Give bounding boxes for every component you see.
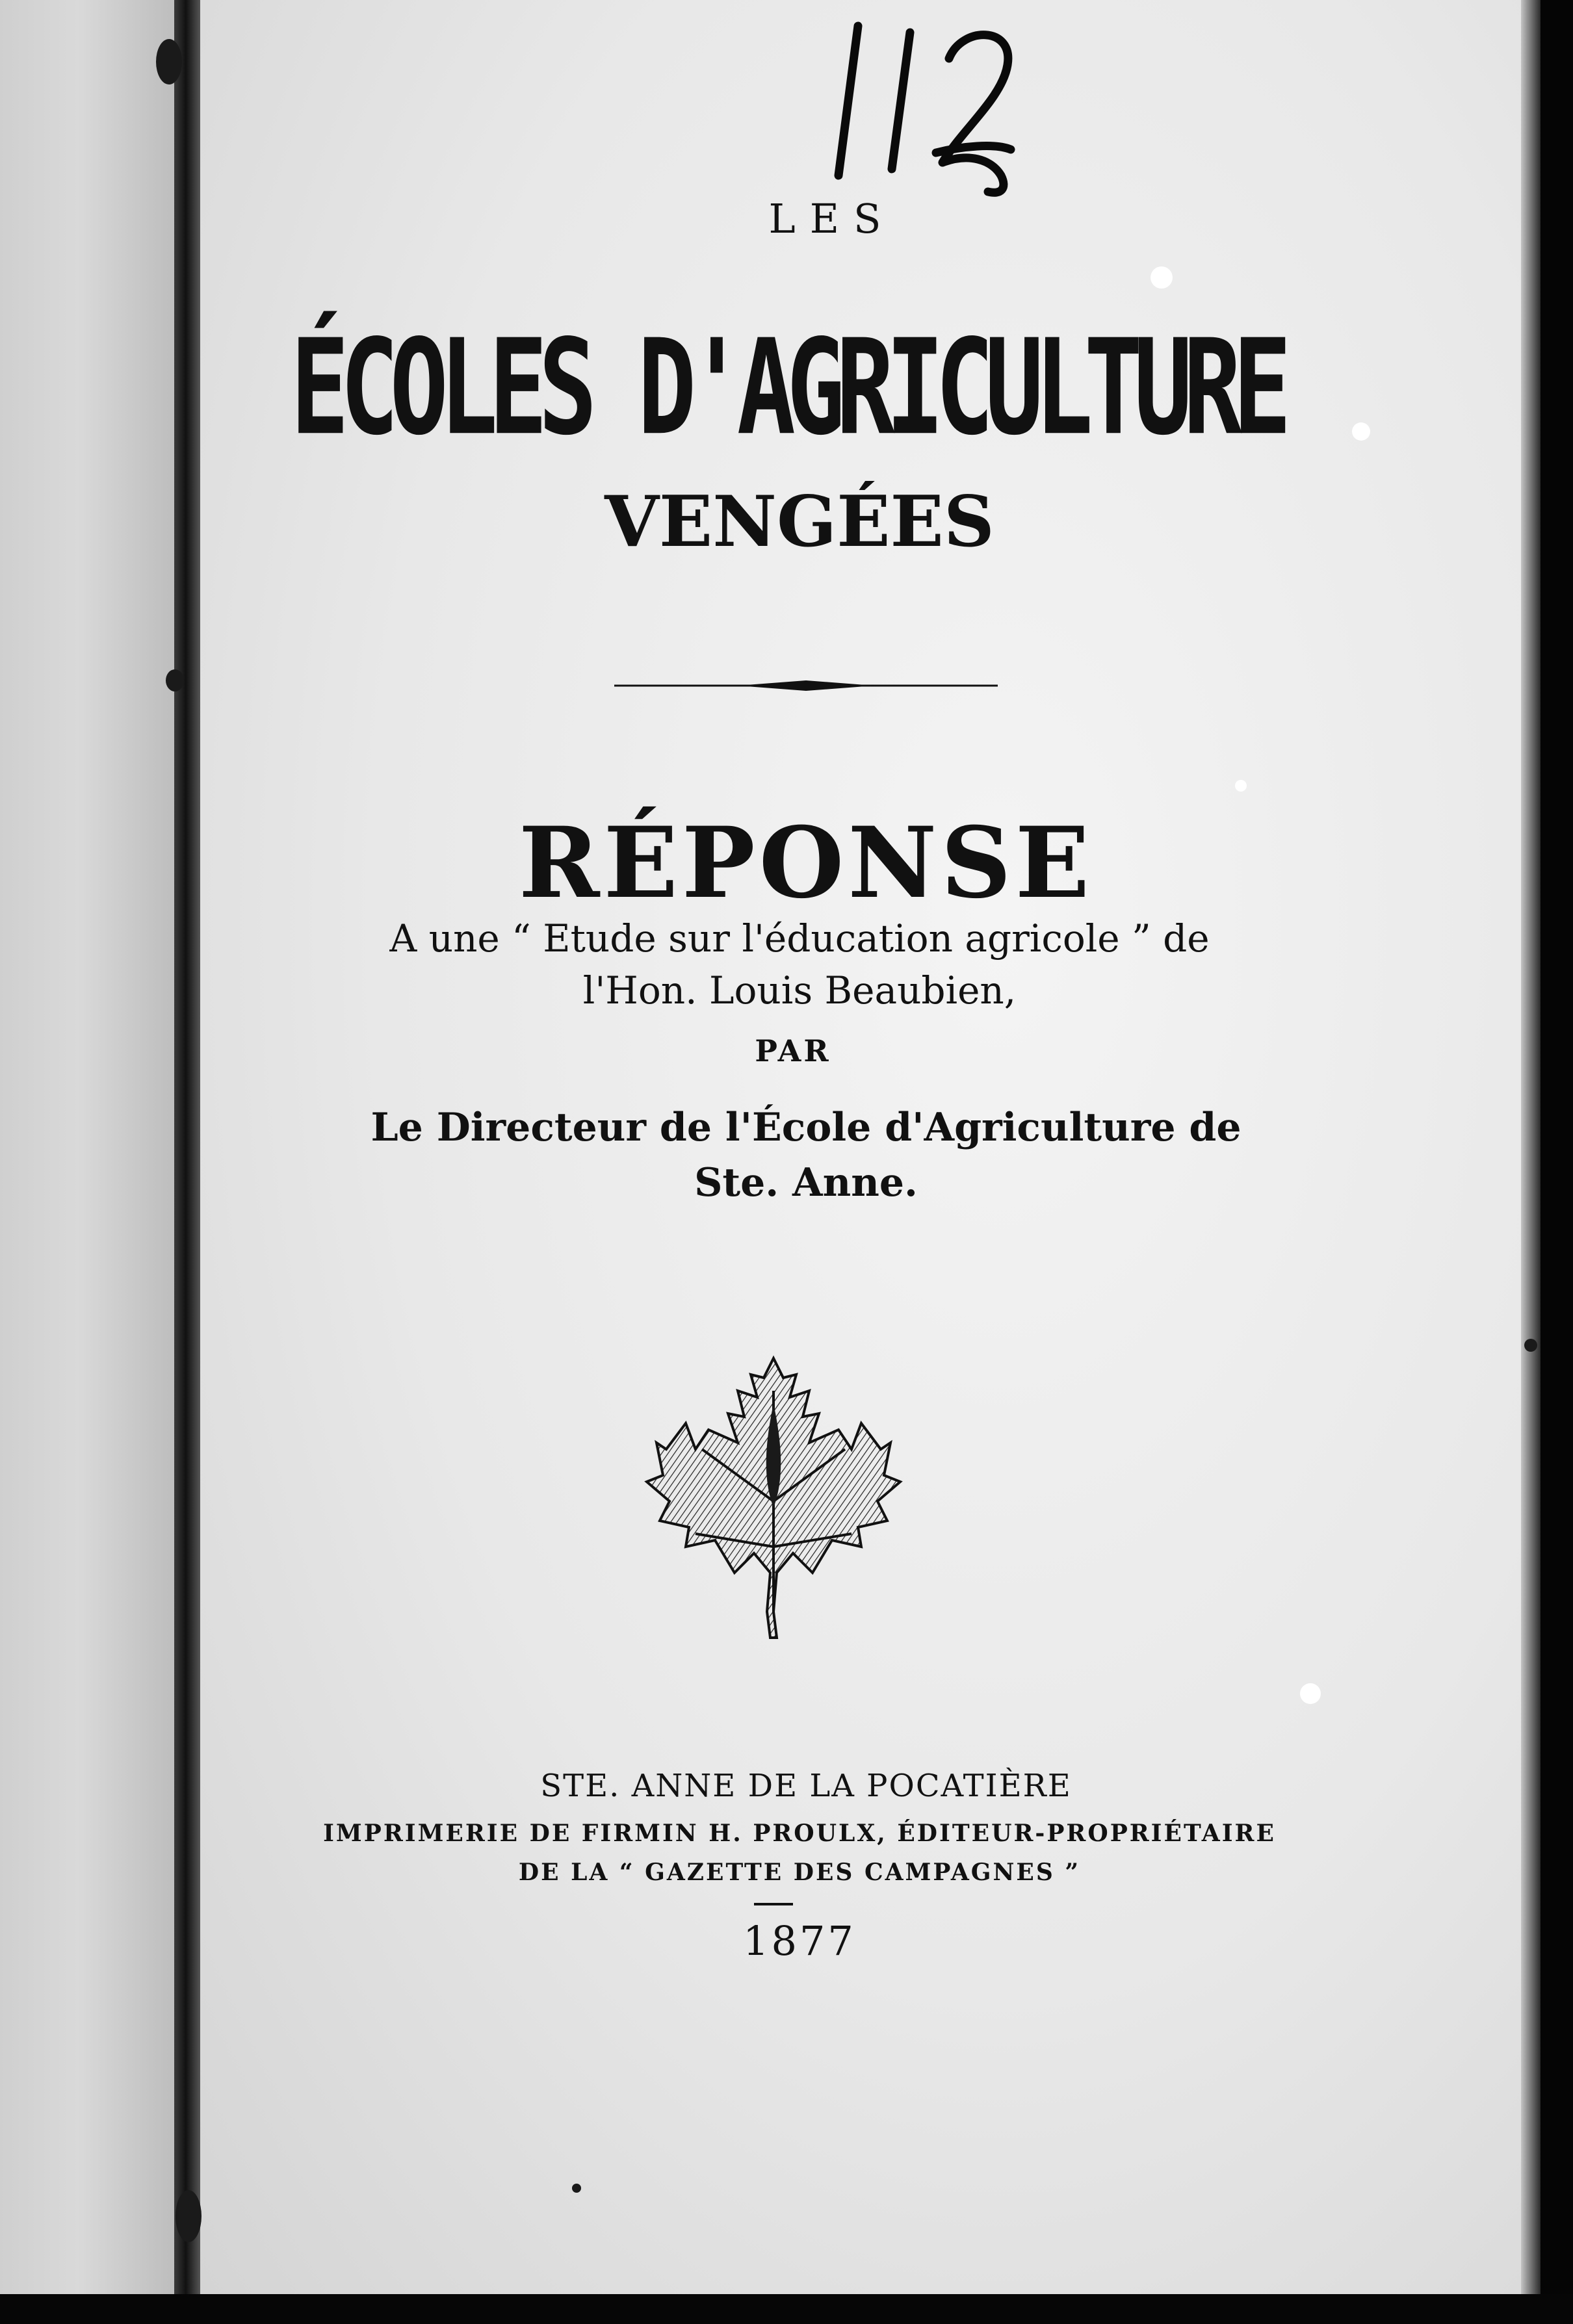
- response-subtitle-line-2: l'Hon. Louis Beaubien,: [582, 968, 1017, 1013]
- blemish: [166, 669, 184, 691]
- blemish: [176, 2190, 202, 2242]
- page-bottom-edge: [0, 2294, 1573, 2324]
- blemish: [1235, 780, 1247, 792]
- author-line-1: Le Directeur de l'École d'Agriculture de: [370, 1105, 1242, 1150]
- response-heading: RÉPONSE: [518, 806, 1094, 920]
- imprint-gazette: DE LA “ GAZETTE DES CAMPAGNES ”: [518, 1859, 1081, 1886]
- imprint-place: STE. ANNE DE LA POCATIÈRE: [540, 1768, 1072, 1804]
- blemish: [1150, 266, 1173, 289]
- response-subtitle-line-1: A une “ Etude sur l'éducation agricole ” de: [389, 916, 1210, 961]
- imprint-printer: IMPRIMERIE DE FIRMIN H. PROULX, ÉDITEUR-PROPRIÉTAIRE: [323, 1820, 1276, 1847]
- page-title-sub: VENGÉES: [604, 481, 994, 563]
- blemish: [1300, 1683, 1321, 1704]
- blemish: [1524, 1339, 1537, 1352]
- par-label: PAR: [755, 1033, 831, 1068]
- page-title: ÉCOLES D'AGRICULTURE: [290, 312, 1283, 465]
- title-les: LES: [768, 195, 896, 242]
- ornamental-rule: [614, 676, 998, 695]
- imprint-divider: [754, 1903, 793, 1905]
- author-line-2: Ste. Anne.: [694, 1160, 918, 1206]
- blemish: [156, 39, 182, 84]
- handwritten-number: [812, 13, 1034, 201]
- publication-year: 1877: [743, 1917, 856, 1965]
- blemish: [572, 2184, 581, 2193]
- maple-leaf-icon: [644, 1352, 904, 1644]
